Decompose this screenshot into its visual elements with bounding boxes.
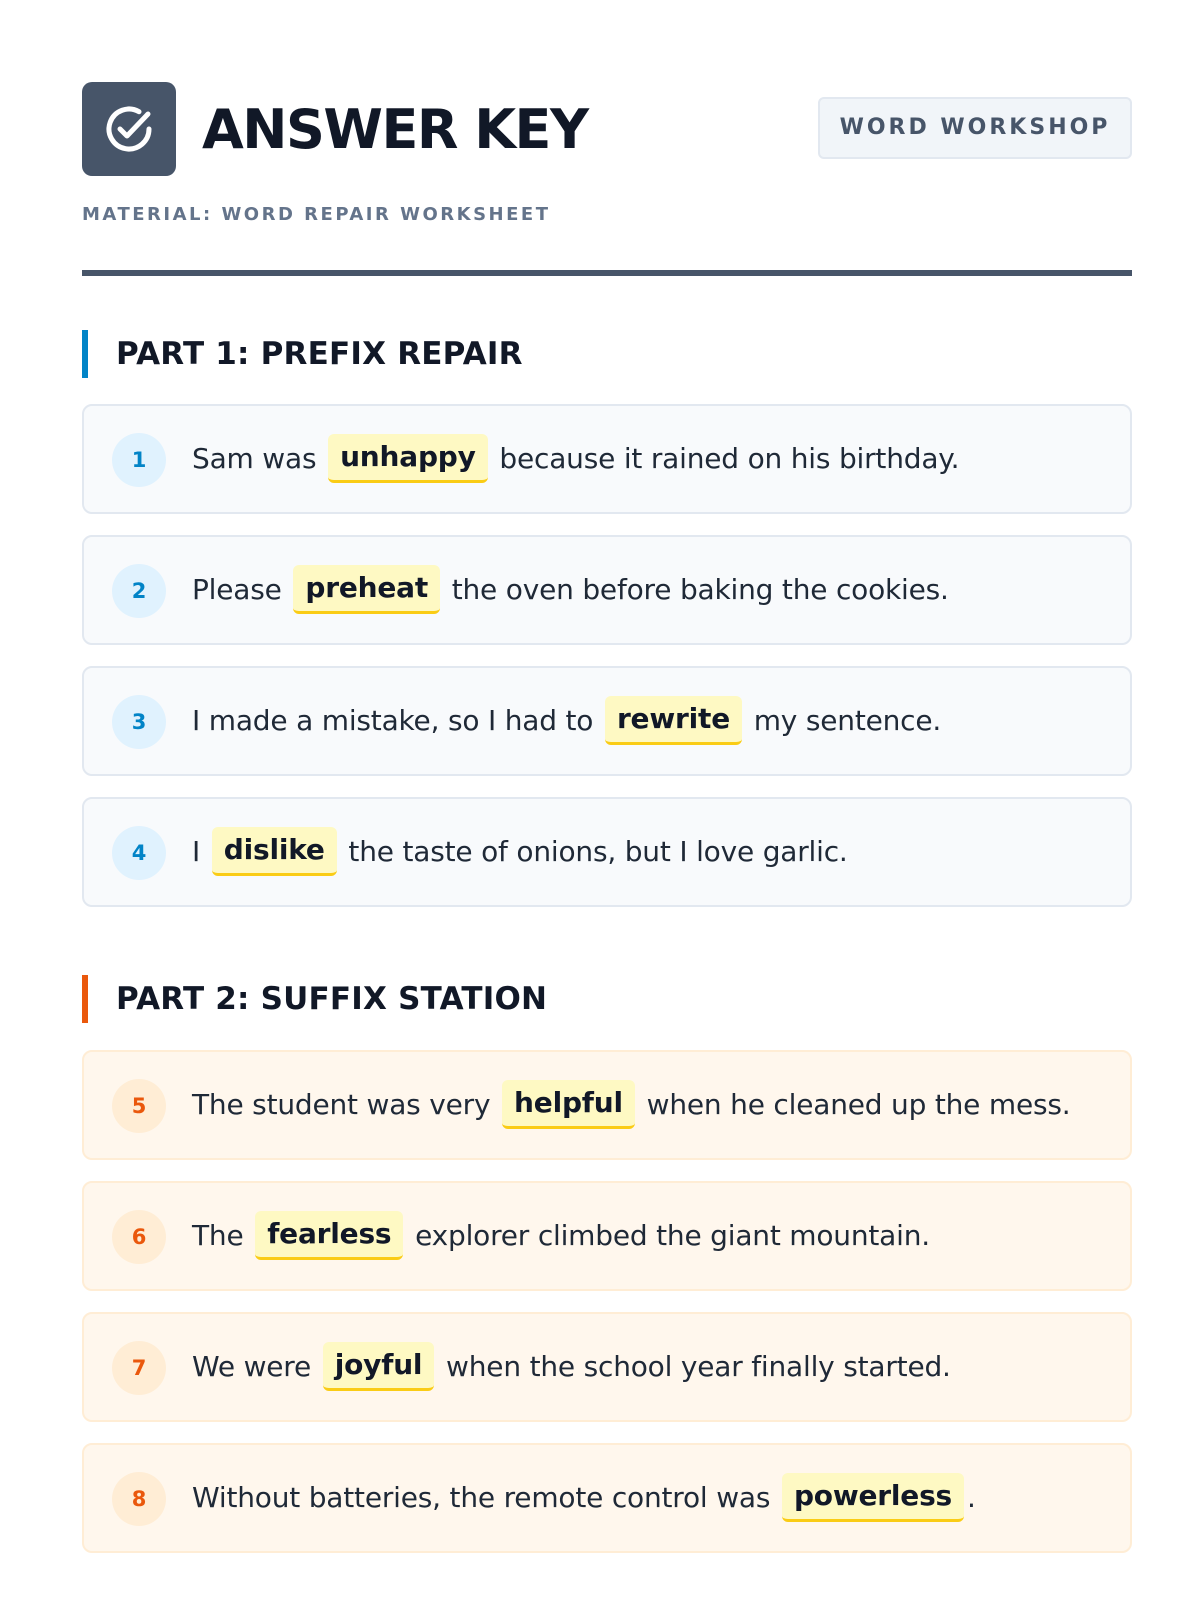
sentence-before: We were bbox=[192, 1350, 320, 1383]
question-number: 6 bbox=[112, 1210, 166, 1264]
header-divider bbox=[82, 270, 1132, 276]
section-heading-part-2 bbox=[82, 975, 1132, 1023]
question-sentence bbox=[192, 668, 941, 774]
answer-word: unhappy bbox=[328, 434, 488, 483]
question-sentence bbox=[192, 1183, 930, 1289]
sentence-before: The bbox=[192, 1219, 253, 1252]
sentence-before: Sam was bbox=[192, 442, 326, 475]
question-card-6 bbox=[82, 1181, 1132, 1291]
header bbox=[82, 82, 1132, 178]
question-card-2 bbox=[82, 535, 1132, 645]
section-title: PART 1: PREFIX REPAIR bbox=[116, 336, 523, 372]
sentence-after: the taste of onions, but I love garlic. bbox=[339, 835, 848, 868]
question-number: 3 bbox=[112, 695, 166, 749]
workshop-badge: WORD WORKSHOP bbox=[818, 97, 1132, 159]
sentence-after: my sentence. bbox=[745, 704, 942, 737]
question-sentence bbox=[192, 537, 949, 643]
answer-word: preheat bbox=[293, 565, 440, 614]
sentence-after: when he cleaned up the mess. bbox=[637, 1088, 1071, 1121]
question-number: 4 bbox=[112, 826, 166, 880]
sentence-after: because it rained on his birthday. bbox=[490, 442, 960, 475]
answer-word: powerless bbox=[782, 1473, 964, 1522]
material-label: MATERIAL: WORD REPAIR WORKSHEET bbox=[82, 204, 551, 225]
section-title: PART 2: SUFFIX STATION bbox=[116, 981, 548, 1017]
question-card-8 bbox=[82, 1443, 1132, 1553]
question-card-3 bbox=[82, 666, 1132, 776]
answer-word: joyful bbox=[323, 1342, 435, 1391]
check-circle-icon bbox=[82, 82, 176, 176]
question-sentence bbox=[192, 1052, 1071, 1158]
answer-word: rewrite bbox=[605, 696, 742, 745]
question-card-4 bbox=[82, 797, 1132, 907]
page-title: ANSWER KEY bbox=[202, 98, 588, 161]
sentence-after: explorer climbed the giant mountain. bbox=[406, 1219, 930, 1252]
section-accent-bar bbox=[82, 330, 88, 378]
question-sentence bbox=[192, 406, 959, 512]
question-number: 1 bbox=[112, 433, 166, 487]
question-card-5 bbox=[82, 1050, 1132, 1160]
question-card-7 bbox=[82, 1312, 1132, 1422]
sentence-before: The student was very bbox=[192, 1088, 500, 1121]
question-card-1 bbox=[82, 404, 1132, 514]
sentence-after: . bbox=[967, 1481, 976, 1514]
section-accent-bar bbox=[82, 975, 88, 1023]
section-heading-part-1 bbox=[82, 330, 1132, 378]
sentence-before: I bbox=[192, 835, 209, 868]
sentence-after: when the school year finally started. bbox=[437, 1350, 951, 1383]
answer-word: fearless bbox=[255, 1211, 403, 1260]
sentence-before: Without batteries, the remote control was bbox=[192, 1481, 779, 1514]
sentence-before: Please bbox=[192, 573, 291, 606]
question-sentence bbox=[192, 799, 848, 905]
question-number: 2 bbox=[112, 564, 166, 618]
question-sentence bbox=[192, 1445, 976, 1551]
question-sentence bbox=[192, 1314, 951, 1420]
sentence-after: the oven before baking the cookies. bbox=[443, 573, 949, 606]
answer-word: helpful bbox=[502, 1080, 635, 1129]
question-number: 8 bbox=[112, 1472, 166, 1526]
question-number: 5 bbox=[112, 1079, 166, 1133]
sentence-before: I made a mistake, so I had to bbox=[192, 704, 602, 737]
question-number: 7 bbox=[112, 1341, 166, 1395]
answer-word: dislike bbox=[212, 827, 337, 876]
